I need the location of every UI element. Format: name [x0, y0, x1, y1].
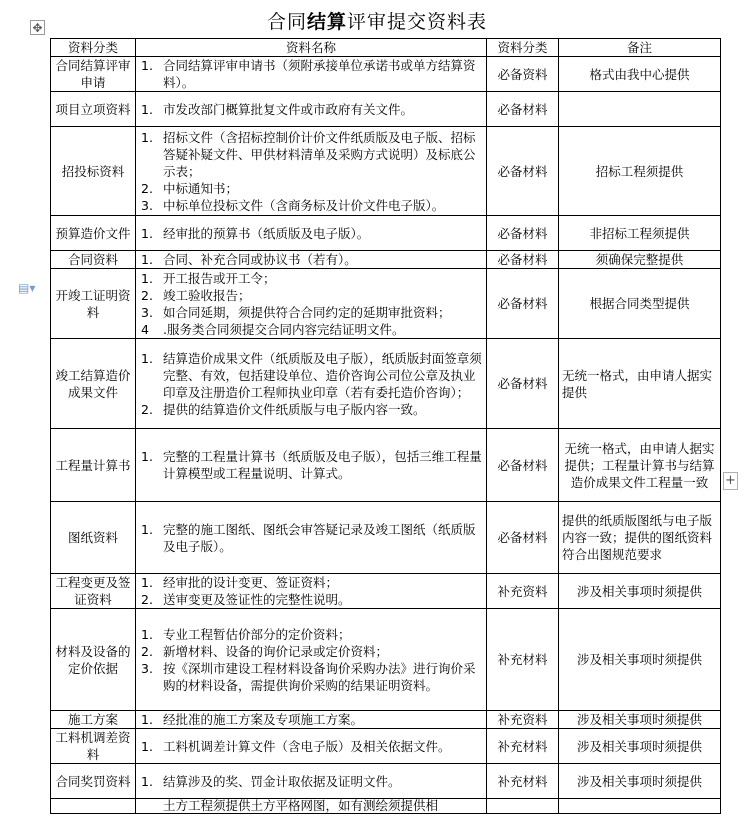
table-row: [51, 92, 721, 127]
item-number: 2.: [141, 401, 153, 417]
item-text: 专业工程暂估价部分的定价资料；: [163, 626, 351, 642]
item-number: 1.: [141, 101, 153, 117]
list-item: [141, 321, 483, 338]
row-items: [136, 729, 487, 764]
row-category: 合同奖罚资料: [51, 764, 136, 799]
row-note: 提供的纸质版图纸与电子版内容一致；提供的图纸资料符合出图规范要求: [559, 502, 721, 574]
table-row: [51, 799, 721, 814]
list-item: [141, 287, 483, 304]
item-text: 完整的施工图纸、图纸会审答疑记录及竣工图纸（纸质版及电子版）。: [163, 521, 476, 554]
row-note: 无统一格式，由申请人据实提供: [559, 339, 721, 429]
item-number: 1.: [141, 575, 153, 590]
row-type: 必备材料: [487, 216, 559, 251]
item-number: 1.: [141, 270, 153, 286]
row-note: 须确保完整提供: [559, 251, 721, 269]
row-items: [136, 711, 487, 729]
row-note: 非招标工程须提供: [559, 216, 721, 251]
row-items: [136, 799, 487, 814]
table-row: [51, 609, 721, 711]
item-number: 1.: [141, 225, 153, 241]
table-row: [51, 339, 721, 429]
row-note: 格式由我中心提供: [559, 57, 721, 92]
page-title: 合同结算评审提交资料表: [266, 11, 488, 33]
list-item: [141, 101, 483, 118]
row-type: 补充资料: [487, 574, 559, 609]
item-text: 中标单位投标文件（含商务标及计价文件电子版）。: [163, 197, 445, 213]
item-text: 送审变更及签证性的完整性说明。: [163, 592, 351, 607]
list-item: [141, 626, 483, 643]
header-note: 备注: [559, 39, 721, 57]
item-number: 4: [141, 321, 149, 337]
row-items: [136, 57, 487, 92]
row-items: [136, 429, 487, 502]
row-items: [136, 92, 487, 127]
list-item: [141, 574, 483, 591]
row-category: 工程变更及签证资料: [51, 574, 136, 609]
row-category: 招投标资料: [51, 127, 136, 216]
row-items: [136, 764, 487, 799]
item-number: 3.: [141, 660, 153, 676]
list-item: [141, 197, 483, 214]
list-item: [141, 304, 483, 321]
row-items: [136, 339, 487, 429]
list-item: [141, 350, 483, 401]
table-row: [51, 764, 721, 799]
table-row: [51, 269, 721, 339]
row-category: 图纸资料: [51, 502, 136, 574]
row-type: 补充材料: [487, 764, 559, 799]
row-category: 开竣工证明资料: [51, 269, 136, 339]
item-number: 1.: [141, 129, 153, 145]
item-text: 招标文件（含招标控制价计价文件纸质版及电子版、招标答疑补疑文件、甲供材料清单及采购方式说明）及标底公示表；: [163, 129, 476, 179]
row-note: [559, 92, 721, 127]
item-number: 1.: [141, 521, 153, 537]
add-row-icon[interactable]: +: [723, 472, 738, 490]
item-text: 如合同延期，须提供符合合同约定的延期审批资料；: [163, 304, 451, 320]
table-row: [51, 127, 721, 216]
item-number: 1.: [141, 626, 153, 642]
row-category: 竣工结算造价成果文件: [51, 339, 136, 429]
row-note: 涉及相关事项时须提供: [559, 609, 721, 711]
row-category: 合同结算评审申请: [51, 57, 136, 92]
item-text: 经批准的施工方案及专项施工方案。: [163, 712, 364, 727]
item-text: 结算涉及的奖、罚金计取依据及证明文件。: [163, 773, 401, 789]
item-number: 2.: [141, 643, 153, 659]
row-note: 涉及相关事项时须提供: [559, 764, 721, 799]
row-type: 必备材料: [487, 339, 559, 429]
row-note: 涉及相关事项时须提供: [559, 574, 721, 609]
table-row: [51, 429, 721, 502]
list-item: [141, 591, 483, 608]
row-category: 项目立项资料: [51, 92, 136, 127]
table-row: [51, 729, 721, 764]
item-text: 中标通知书；: [163, 180, 239, 196]
list-item: [141, 270, 483, 287]
row-type: 必备资料: [487, 57, 559, 92]
row-category: 工料机调差资料: [51, 729, 136, 764]
item-number: 1.: [141, 738, 153, 754]
table-row: [51, 57, 721, 92]
item-number: 1.: [141, 712, 153, 727]
item-number: 1.: [141, 350, 153, 366]
document-icon[interactable]: ▤▾: [18, 281, 36, 295]
row-type: 必备材料: [487, 502, 559, 574]
row-category: [51, 799, 136, 814]
row-items: [136, 251, 487, 269]
list-item: [141, 738, 483, 755]
list-item: [141, 521, 483, 555]
item-text: 市发改部门概算批复文件或市政府有关文件。: [163, 101, 414, 117]
list-item: [141, 225, 483, 242]
row-note: 根据合同类型提供: [559, 269, 721, 339]
row-category: 材料及设备的定价依据: [51, 609, 136, 711]
list-item: [141, 401, 483, 418]
list-item: [141, 773, 483, 790]
row-items: [136, 574, 487, 609]
row-note: 涉及相关事项时须提供: [559, 711, 721, 729]
list-item: [141, 251, 483, 268]
row-type: 补充资料: [487, 711, 559, 729]
item-text: 新增材料、设备的询价记录或定价资料；: [163, 643, 389, 659]
list-item: [141, 448, 483, 482]
row-items: [136, 269, 487, 339]
row-category: 施工方案: [51, 711, 136, 729]
row-note: [559, 799, 721, 814]
item-number: 1.: [141, 58, 153, 73]
item-text: 合同结算评审申请书（须附承接单位承诺书或单方结算资料）。: [163, 58, 476, 90]
item-number: 2.: [141, 287, 153, 303]
row-type: 必备材料: [487, 127, 559, 216]
item-text: 工料机调差计算文件（含电子版）及相关依据文件。: [163, 738, 451, 754]
item-text: 开工报告或开工令；: [163, 270, 276, 286]
item-text: 经审批的设计变更、签证资料；: [163, 575, 339, 590]
row-category: 预算造价文件: [51, 216, 136, 251]
row-type: 必备材料: [487, 269, 559, 339]
table-row: [51, 216, 721, 251]
item-number: 2.: [141, 592, 153, 607]
row-type: 补充材料: [487, 729, 559, 764]
list-item: [141, 799, 483, 812]
item-text: 经审批的预算书（纸质版及电子版）。: [163, 225, 370, 241]
list-item: [141, 180, 483, 197]
row-items: [136, 502, 487, 574]
row-type: [487, 799, 559, 814]
item-text: 结算造价成果文件（纸质版及电子版），纸质版封面签章须完整、有效，包括建设单位、造价咨询公司位公章及执业印章及注册造价工程师执业印章（若有委托造价咨询）；: [163, 350, 482, 400]
row-items: [136, 127, 487, 216]
header-category: 资料分类: [51, 39, 136, 57]
header-type: 资料分类: [487, 39, 559, 57]
item-text: 提供的结算造价文件纸质版与电子版内容一致。: [163, 401, 426, 417]
list-item: [141, 660, 483, 694]
item-number: 1.: [141, 449, 153, 464]
row-type: 必备材料: [487, 251, 559, 269]
list-item: [141, 129, 483, 180]
row-category: 合同资料: [51, 251, 136, 269]
list-item: [141, 643, 483, 660]
item-text: 合同、补充合同或协议书（若有）。: [163, 252, 357, 267]
item-number: 1.: [141, 773, 153, 789]
row-note: 无统一格式，由申请人据实提供；工程量计算书与结算造价成果文件工程量一致: [559, 429, 721, 502]
item-number: [141, 799, 163, 812]
item-text: 竣工验收报告；: [163, 287, 251, 303]
row-note: 涉及相关事项时须提供: [559, 729, 721, 764]
row-items: [136, 609, 487, 711]
row-type: 必备材料: [487, 92, 559, 127]
row-category: 工程量计算书: [51, 429, 136, 502]
row-type: 补充材料: [487, 609, 559, 711]
list-item: [141, 711, 483, 728]
row-items: [136, 216, 487, 251]
row-note: 招标工程须提供: [559, 127, 721, 216]
item-number: 1.: [141, 252, 153, 267]
materials-table: [50, 38, 721, 814]
item-number: 3.: [141, 197, 153, 213]
item-text: 完整的工程量计算书（纸质版及电子版），包括三维工程量计算模型或工程量说明、计算式。: [163, 449, 482, 481]
item-text: 按《深圳市建设工程材料设备询价采购办法》进行询价采购的材料设备，需提供询价采购的结果证明资料。: [163, 660, 476, 693]
item-text: .服务类合同须提交合同内容完结证明文件。: [163, 321, 405, 337]
item-number: 2.: [141, 180, 153, 196]
table-row: [51, 574, 721, 609]
row-type: 必备材料: [487, 429, 559, 502]
header-name: 资料名称: [136, 39, 487, 57]
table-row: [51, 251, 721, 269]
item-text: 土方工程须提供土方平格网图，如有测绘须提供相: [163, 798, 439, 813]
list-item: [141, 57, 483, 91]
move-handle-icon[interactable]: ✥: [30, 20, 45, 35]
table-row: [51, 711, 721, 729]
table-row: [51, 502, 721, 574]
table-header-row: [51, 39, 721, 57]
item-number: 3.: [141, 304, 153, 320]
